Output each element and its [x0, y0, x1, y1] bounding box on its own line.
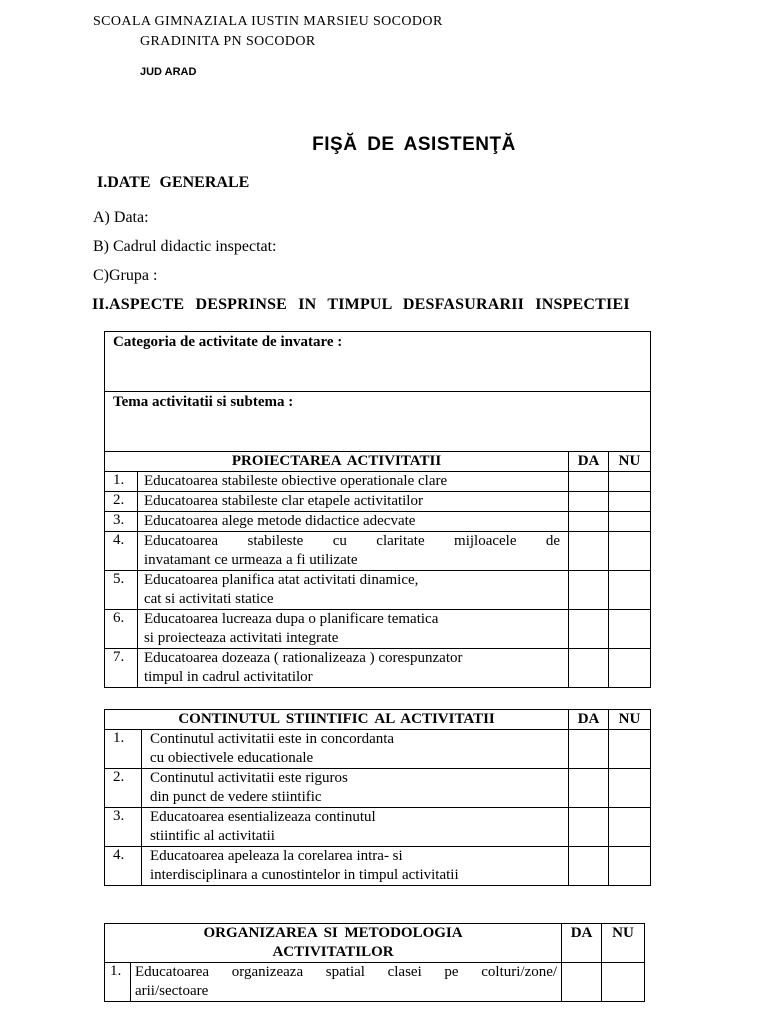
yes-cell[interactable]: [569, 571, 609, 610]
no-cell[interactable]: [609, 512, 651, 532]
row-text: [130, 963, 561, 1002]
no-cell[interactable]: [609, 610, 651, 649]
row-number: 6.: [105, 610, 138, 649]
yes-cell[interactable]: [569, 808, 609, 847]
row-line: invatamant ce urmeaza a fi utilizate: [143, 552, 358, 568]
yes-cell[interactable]: [569, 847, 609, 886]
table-row: [105, 769, 651, 808]
row-number: 5.: [105, 571, 138, 610]
row-line: Educatoarea apeleaza la corelarea intra- si: [149, 848, 403, 864]
table-row: [105, 532, 651, 571]
row-line: Educatoarea organizeaza spatial clasei pe colturi/zone/: [134, 964, 558, 980]
school-name: SCOALA GIMNAZIALA IUSTIN MARSIEU SOCODOR: [93, 14, 443, 29]
yes-cell[interactable]: [569, 769, 609, 808]
no-header: NU: [609, 452, 651, 472]
row-number: 4.: [105, 532, 138, 571]
yes-header: DA: [569, 452, 609, 472]
row-line: din punct de vedere stiintific: [149, 789, 322, 805]
row-line: cat si activitati statice: [143, 591, 274, 607]
row-number: 2.: [105, 769, 142, 808]
row-number: 4.: [105, 847, 142, 886]
no-cell[interactable]: [609, 808, 651, 847]
row-text: [137, 472, 568, 492]
kindergarten-name: GRADINITA PN SOCODOR: [140, 34, 316, 49]
row-line: Educatoarea stabileste obiective operationale clare: [143, 473, 448, 489]
field-group: C)Grupa :: [93, 267, 158, 284]
content-table: [104, 709, 651, 886]
design-table: [104, 331, 651, 688]
row-number: 1.: [105, 730, 142, 769]
no-cell[interactable]: [609, 730, 651, 769]
row-line: arii/sectoare: [134, 983, 209, 999]
design-table-title: PROIECTAREA ACTIVITATII: [105, 452, 569, 472]
row-text: [141, 769, 568, 808]
row-line: Continutul activitatii este riguros: [149, 770, 348, 786]
yes-cell[interactable]: [569, 610, 609, 649]
no-cell[interactable]: [609, 492, 651, 512]
table-row: [105, 571, 651, 610]
row-text: [141, 730, 568, 769]
content-table-title: CONTINUTUL STIINTIFIC AL ACTIVITATII: [105, 710, 569, 730]
no-header: NU: [602, 924, 645, 963]
row-line: timpul in cadrul activitatilor: [143, 669, 313, 685]
row-line: Educatoarea esentializeaza continutul: [149, 809, 376, 825]
row-line: Educatoarea stabileste cu claritate mijloacele de: [143, 533, 561, 549]
table-row: [105, 963, 645, 1002]
row-number: 3.: [105, 808, 142, 847]
yes-header: DA: [562, 924, 602, 963]
table-row: [105, 610, 651, 649]
document-title: FIŞĂ DE ASISTENŢĂ: [312, 134, 516, 155]
table-row: [105, 847, 651, 886]
no-cell[interactable]: [609, 472, 651, 492]
row-line: Educatoarea lucreaza dupa o planificare tematica: [143, 611, 439, 627]
row-number: 1.: [105, 963, 131, 1002]
title-line: ACTIVITATILOR: [272, 944, 394, 960]
yes-cell[interactable]: [562, 963, 602, 1002]
row-line: cu obiectivele educationale: [149, 750, 314, 766]
category-cell: Categoria de activitate de invatare :: [105, 332, 651, 392]
table-row: [105, 808, 651, 847]
row-text: [137, 649, 568, 688]
row-number: 2.: [105, 492, 138, 512]
row-line: Educatoarea alege metode didactice adecvate: [143, 513, 416, 529]
row-text: [141, 847, 568, 886]
table-row: [105, 472, 651, 492]
row-text: [137, 512, 568, 532]
table-row: [105, 512, 651, 532]
row-number: 7.: [105, 649, 138, 688]
no-header: NU: [609, 710, 651, 730]
county-name: JUD ARAD: [140, 66, 197, 78]
row-text: [137, 610, 568, 649]
theme-cell: Tema activitatii si subtema :: [105, 392, 651, 452]
field-date: A) Data:: [93, 209, 149, 226]
row-text: [137, 532, 568, 571]
row-line: si proiecteaza activitati integrate: [143, 630, 339, 646]
no-cell[interactable]: [609, 649, 651, 688]
no-cell[interactable]: [609, 571, 651, 610]
row-line: Educatoarea stabileste clar etapele activitatilor: [143, 493, 423, 509]
row-text: [137, 492, 568, 512]
row-line: Educatoarea dozeaza ( rationalizeaza ) corespunzator: [143, 650, 463, 666]
yes-header: DA: [569, 710, 609, 730]
yes-cell[interactable]: [569, 532, 609, 571]
row-number: 3.: [105, 512, 138, 532]
row-number: 1.: [105, 472, 138, 492]
table-row: [105, 649, 651, 688]
table-row: [105, 730, 651, 769]
no-cell[interactable]: [609, 847, 651, 886]
no-cell[interactable]: [609, 532, 651, 571]
yes-cell[interactable]: [569, 472, 609, 492]
yes-cell[interactable]: [569, 512, 609, 532]
row-line: stiintific al activitatii: [149, 828, 275, 844]
field-teacher: B) Cadrul didactic inspectat:: [93, 238, 277, 255]
row-line: Continutul activitatii este in concordanta: [149, 731, 395, 747]
row-line: Educatoarea planifica atat activitati dinamice,: [143, 572, 419, 588]
title-line: ORGANIZAREA SI METODOLOGIA: [203, 925, 463, 941]
yes-cell[interactable]: [569, 492, 609, 512]
table-row: [105, 492, 651, 512]
organization-table: [104, 923, 645, 1002]
yes-cell[interactable]: [569, 649, 609, 688]
organization-table-title: [105, 924, 562, 963]
row-text: [141, 808, 568, 847]
section-general-heading: I.DATE GENERALE: [97, 174, 250, 191]
yes-cell[interactable]: [569, 730, 609, 769]
no-cell[interactable]: [602, 963, 645, 1002]
row-line: interdisciplinara a cunostintelor in timpul activitatii: [149, 867, 459, 883]
row-text: [137, 571, 568, 610]
no-cell[interactable]: [609, 769, 651, 808]
section-aspects-heading: II.ASPECTE DESPRINSE IN TIMPUL DESFASURARII INSPECTIEI: [92, 296, 630, 313]
